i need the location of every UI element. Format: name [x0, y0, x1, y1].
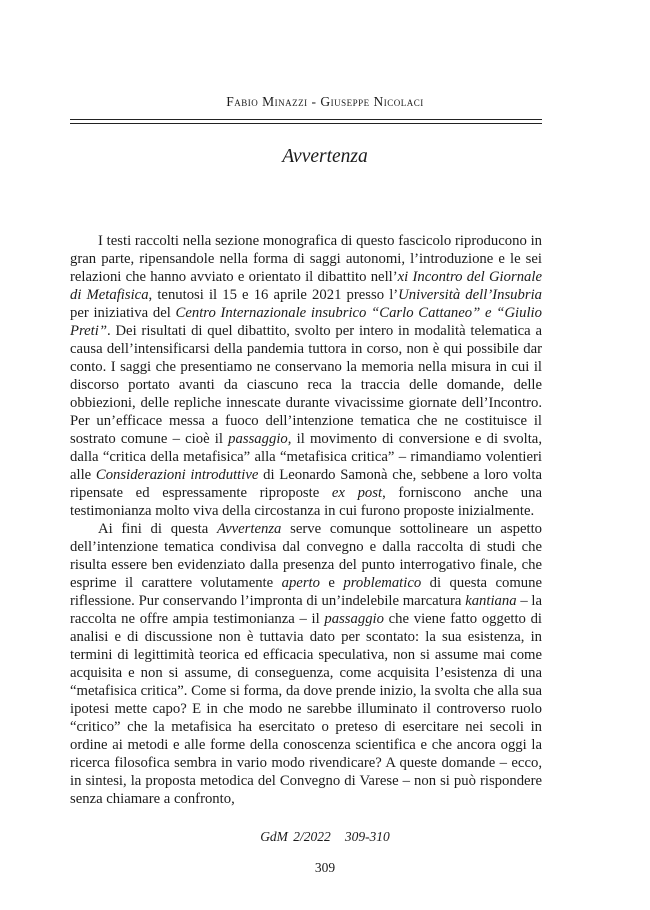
italic-run: passaggio	[228, 431, 288, 447]
paragraph-2	[70, 520, 542, 808]
text-run: Ai fini di questa	[98, 521, 217, 537]
journal-issue: GdM 2/2022	[260, 829, 331, 844]
italic-run: Avvertenza	[216, 521, 282, 537]
page-number: 309	[314, 860, 336, 875]
article-title: Avvertenza	[282, 146, 368, 167]
italic-run: passaggio	[324, 611, 384, 627]
text-run: I testi raccolti nella sezione monografica di questo fascicolo riproducono in gran parte, ripensandole nella forma di saggi autonomi, l’introduzione e le sei relazioni che hanno avviato e orientato il dibattito nell’	[70, 233, 542, 285]
header-rule-top	[70, 119, 542, 120]
text-run: , tenutosi il 15 e 16 aprile 2021 presso l’	[148, 287, 399, 303]
italic-run: problematico	[343, 575, 422, 591]
text-run: di questa comune riflessione. Pur conservando l’impronta di un’indelebile marcatura	[70, 575, 542, 609]
paragraph-1	[70, 232, 542, 520]
italic-run: Centro Internazionale insubrico “Carlo Cattaneo” e “Giulio Preti”	[70, 305, 542, 339]
italic-run: aperto	[281, 575, 320, 591]
journal-pages: 309-310	[344, 829, 390, 844]
text-run: , forniscono anche una testimonianza molto viva della circostanza in cui furono proposte inizialmente.	[70, 485, 542, 519]
article-body	[70, 232, 542, 808]
italic-run: xi Incontro del Giornale di Metafisica	[70, 269, 542, 303]
text-run: – la raccolta ne offre ampia testimonianza – il	[70, 593, 542, 627]
text-run: per iniziativa del	[70, 305, 176, 321]
italic-run: ex post	[331, 485, 383, 501]
text-run: . Dei risultati di quel dibattito, svolto per intero in modalità telematica a causa dell’intensificarsi della pandemia tuttora in corso, non è qui possibile dar conto. I saggi che presentiamo ne conservano la memoria nella misura in cui il discorso portato avanti da ciascuno reca la traccia delle domande, delle obbiezioni, delle repliche innescate durante vivacissime giornate dell’Incontro. Per un’efficace messa a fuoco dell’intenzione tematica che ne costituisce il sostrato comune – cioè il	[70, 323, 542, 447]
journal-reference	[0, 829, 650, 845]
running-head: Fabio Minazzi - Giuseppe Nicolaci	[226, 94, 424, 109]
italic-run: Considerazioni introduttive	[95, 467, 259, 483]
text-run: e	[319, 575, 344, 591]
text-run: , il movimento di conversione e di svolta, dalla “critica della metafisica” alla “metafisica critica” – rimandiamo volentieri alle	[70, 431, 542, 483]
italic-run: kantiana	[465, 593, 517, 609]
text-run: di Leonardo Samonà che, sebbene a loro volta ripensate ed espressamente riproposte	[70, 467, 542, 501]
header-rule-bottom	[70, 123, 542, 124]
italic-run: Università dell’Insubria	[398, 287, 542, 303]
text-run: serve comunque sottolineare un aspetto dell’intenzione tematica condivisa dal convegno e dalla raccolta di studi che risulta essere ben evidenziato dalla presenza del punto interrogativo finale, che esprime il carattere volutamente	[70, 521, 543, 591]
text-run: che viene fatto oggetto di analisi e di discussione non è tuttavia dato per scontato: la sua esistenza, in termini di legittimità teorica ed efficacia speculativa, non si assume mai come acquisita e non si assume, di conseguenza, come acquisita l’esistenza di una “metafisica critica”. Come si forma, da dove prende inizio, la svolta che alla sua ipotesi mette capo? E in che modo ne sarebbe illuminato il controverso ruolo “critico” che la metafisica ha esercitato o preteso di esercitare nei secoli in ordine ai metodi e alle forme della conoscenza scientifica e che ancora oggi la ricerca filosofica sembra in vario modo rivendicare? A queste domande – ecco, in sintesi, la proposta metodica del Convegno di Varese – non si può rispondere senza chiamare a confronto,	[70, 611, 542, 807]
